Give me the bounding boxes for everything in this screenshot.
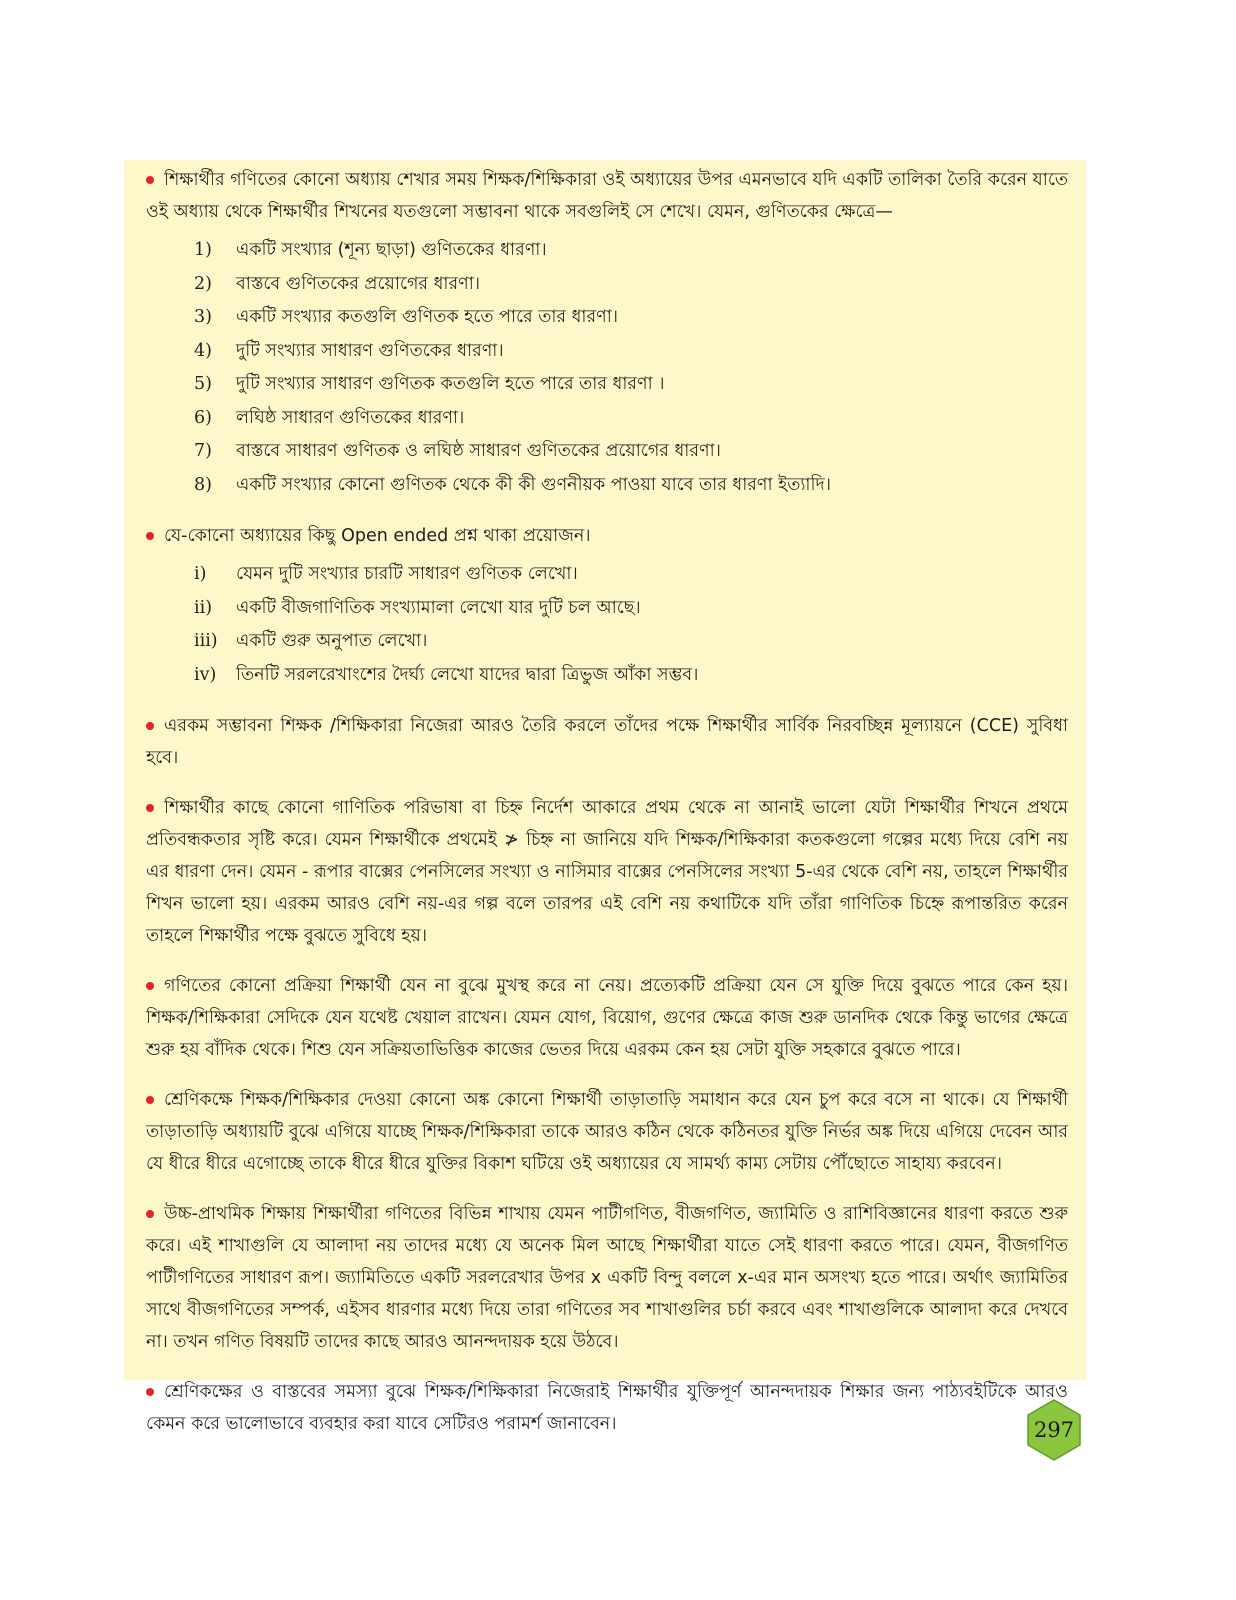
list-item	[194, 625, 1068, 659]
list-item	[194, 469, 1068, 503]
item-text: একটি সংখ্যার (শূন্য ছাড়া) গুণিতকের ধারণা।	[236, 240, 547, 260]
item-text: বাস্তবে গুণিতকের প্রয়োগের ধারণা।	[236, 273, 481, 294]
paragraph-8	[146, 1376, 1068, 1440]
paragraph-5	[146, 970, 1068, 1066]
item-text: দুটি সংখ্যার সাধারণ গুণিতকের ধারণা।	[236, 340, 504, 361]
item-text: যেমন দুটি সংখ্যার চারটি সাধারণ গুণিতক লেখো।	[236, 564, 578, 584]
list-item	[194, 592, 1068, 626]
paragraph-text: শিক্ষার্থীর গণিতের কোনো অধ্যায় শেখার সময় শিক্ষক/শিক্ষিকারা ওই অধ্যায়ের উপর এমনভাবে যদি একটি তালিকা তৈরি করেন যাতে ওই অধ্যায় থেকে শিক্ষার্থীর শিখনের যতগুলো সম্ভাবনা থাকে সবগুলিই সে শেখে। যেমন, গুণিতকের ক্ষেত্রে—	[146, 170, 1068, 222]
list-item	[194, 659, 1068, 693]
paragraph-text: উচ্চ-প্রাথমিক শিক্ষায় শিক্ষার্থীরা গণিতের বিভিন্ন শাখায় যেমন পাটীগণিত, বীজগণিত, জ্যামিতি ও রাশিবিজ্ঞানের ধারণা করতে শুরু করে। এই শাখাগুলি যে আলাদা নয় তাদের মধ্যে যে অনেক মিল আছে শিক্ষার্থীরা যাতে সেই ধারণা করতে পারে। যেমন, বীজগণিত পাটীগণিতের সাধারণ রূপ। জ্যামিতিতে একটি সরলরেখার উপর x একটি বিন্দু বললে x-এর মান অসংখ্য হতে পারে। অর্থাৎ জ্যামিতির সাথে বীজগণিতের সম্পর্ক, এইসব ধারণার মধ্যে দিয়ে তারা গণিতের সব শাখাগুলির চর্চা করবে এবং শাখাগুলিকে আলাদা করে দেখবে না। তখন গণিত বিষয়টি তাদের কাছে আরও আনন্দদায়ক হয়ে উঠবে।	[146, 1204, 1068, 1352]
paragraph-3	[146, 710, 1068, 774]
item-number: iv)	[194, 664, 217, 685]
item-text: একটি গুরু অনুপাত লেখো।	[236, 631, 428, 651]
item-text: বাস্তবে সাধারণ গুণিতক ও লঘিষ্ঠ সাধারণ গুণিতকের প্রয়োগের ধারণা।	[236, 441, 721, 461]
paragraph-text: যে-কোনো অধ্যায়ের কিছু Open ended প্রশ্ন থাকা প্রয়োজন।	[164, 526, 591, 546]
paragraph-text: এরকম সম্ভাবনা শিক্ষক /শিক্ষিকারা নিজেরা আরও তৈরি করলে তাঁদের পক্ষে শিক্ষার্থীর সার্বিক নিরবচ্ছিন্ন মূল্যায়নে (CCE) সুবিধা হবে।	[146, 716, 1068, 768]
bullet-icon	[146, 982, 154, 990]
list-item	[194, 301, 1068, 335]
bullet-icon	[146, 176, 154, 184]
bullet-icon	[146, 1096, 154, 1104]
item-text: তিনটি সরলরেখাংশের দৈর্ঘ্য লেখো যাদের দ্বারা ত্রিভুজ আঁকা সম্ভব।	[236, 664, 699, 685]
paragraph-6	[146, 1084, 1068, 1180]
multiples-list	[146, 234, 1068, 502]
paragraph-text: শ্রেণিকক্ষের ও বাস্তবের সমস্যা বুঝে শিক্ষক/শিক্ষিকারা নিজেরাই শিক্ষার্থীর যুক্তিপূর্ণ আনন্দদায়ক শিক্ষার জন্য পাঠ্যবইটিকে আরও কেমন করে ভালোভাবে ব্যবহার করা যাবে সেটিরও পরামর্শ জানাবেন।	[146, 1382, 1068, 1434]
bullet-icon	[146, 1388, 154, 1396]
list-item	[194, 335, 1068, 369]
item-text: দুটি সংখ্যার সাধারণ গুণিতক কতগুলি হতে পারে তার ধারণা ।	[236, 374, 665, 394]
list-item	[194, 368, 1068, 402]
item-number: 5)	[194, 374, 212, 394]
list-item	[194, 268, 1068, 302]
bullet-icon	[146, 804, 154, 812]
page-number-badge	[1022, 1398, 1086, 1462]
list-item	[194, 234, 1068, 268]
item-text: একটি সংখ্যার কতগুলি গুণিতক হতে পারে তার ধারণা।	[236, 307, 619, 327]
item-text: একটি বীজগাণিতিক সংখ্যামালা লেখো যার দুটি চল আছে।	[236, 597, 641, 618]
item-number: 1)	[194, 240, 212, 260]
paragraph-2	[146, 520, 1068, 552]
bullet-icon	[146, 532, 154, 540]
item-number: 2)	[194, 273, 212, 294]
item-number: ii)	[194, 597, 213, 618]
bullet-icon	[146, 1210, 154, 1218]
paragraph-text: শিক্ষার্থীর কাছে কোনো গাণিতিক পরিভাষা বা চিহ্ন নির্দেশ আকারে প্রথম থেকে না আনাই ভালো যেটা শিক্ষার্থীর শিখনে প্রথমে প্রতিবন্ধকতার সৃষ্টি করে। যেমন শিক্ষার্থীকে প্রথমেই ≯ চিহ্ন না জানিয়ে যদি শিক্ষক/শিক্ষিকারা কতকগুলো গল্পের মধ্যে দিয়ে বেশি নয় এর ধারণা দেন। যেমন - রূপার বাক্সের পেনসিলের সংখ্যা ও নাসিমার বাক্সের পেনসিলের সংখ্যা 5-এর থেকে বেশি নয়, তাহলে শিক্ষার্থীর শিখন ভালো হয়। এরকম আরও বেশি নয়-এর গল্প বলে তারপর এই বেশি নয় কথাটিকে যদি তাঁরা গাণিতিক চিহ্নে রূপান্তরিত করেন তাহলে শিক্ষার্থীর পক্ষে বুঝতে সুবিধে হয়।	[146, 798, 1068, 946]
bullet-icon	[146, 722, 154, 730]
list-item	[194, 435, 1068, 469]
item-number: i)	[194, 564, 207, 584]
paragraph-text: গণিতের কোনো প্রক্রিয়া শিক্ষার্থী যেন না বুঝে মুখস্থ করে না নেয়। প্রত্যেকটি প্রক্রিয়া যেন সে যুক্তি দিয়ে বুঝতে পারে কেন হয়। শিক্ষক/শিক্ষিকারা সেদিকে যেন যথেষ্ট খেয়াল রাখেন। যেমন যোগ, বিয়োগ, গুণের ক্ষেত্রে কাজ শুরু ডানদিক থেকে কিন্তু ভাগের ক্ষেত্রে শুরু হয় বাঁদিক থেকে। শিশু যেন সক্রিয়তাভিত্তিক কাজের ভেতর দিয়ে এরকম কেন হয় সেটা যুক্তি সহকারে বুঝতে পারে।	[146, 976, 1068, 1060]
paragraph-text: শ্রেণিকক্ষে শিক্ষক/শিক্ষিকার দেওয়া কোনো অঙ্ক কোনো শিক্ষার্থী তাড়াতাড়ি সমাধান করে যেন চুপ করে বসে না থাকে। যে শিক্ষার্থী তাড়াতাড়ি অধ্যায়টি বুঝে এগিয়ে যাচ্ছে শিক্ষক/শিক্ষিকারা তাকে আরও কঠিন থেকে কঠিনতর যুক্তি নির্ভর অঙ্ক দিয়ে এগিয়ে দেবেন আর যে ধীরে ধীরে এগোচ্ছে তাকে ধীরে ধীরে যুক্তির বিকাশ ঘটিয়ে ওই অধ্যায়ের যে সামর্থ্য কাম্য সেটায় পৌঁছোতে সাহায্য করবেন।	[146, 1090, 1068, 1174]
list-item	[194, 402, 1068, 436]
paragraph-7	[146, 1198, 1068, 1358]
item-number: 6)	[194, 407, 212, 428]
paragraph-1	[146, 164, 1068, 228]
item-number: iii)	[194, 631, 218, 651]
item-number: 4)	[194, 340, 212, 361]
list-item	[194, 558, 1068, 592]
item-number: 7)	[194, 441, 212, 461]
item-text: একটি সংখ্যার কোনো গুণিতক থেকে কী কী গুণনীয়ক পাওয়া যাবে তার ধারণা ইত্যাদি।	[236, 474, 831, 495]
page-number: 297	[1033, 1418, 1075, 1442]
paragraph-4	[146, 792, 1068, 952]
item-number: 8)	[194, 474, 212, 495]
open-ended-list	[146, 558, 1068, 692]
item-number: 3)	[194, 307, 212, 327]
item-text: লঘিষ্ঠ সাধারণ গুণিতকের ধারণা।	[236, 407, 465, 428]
